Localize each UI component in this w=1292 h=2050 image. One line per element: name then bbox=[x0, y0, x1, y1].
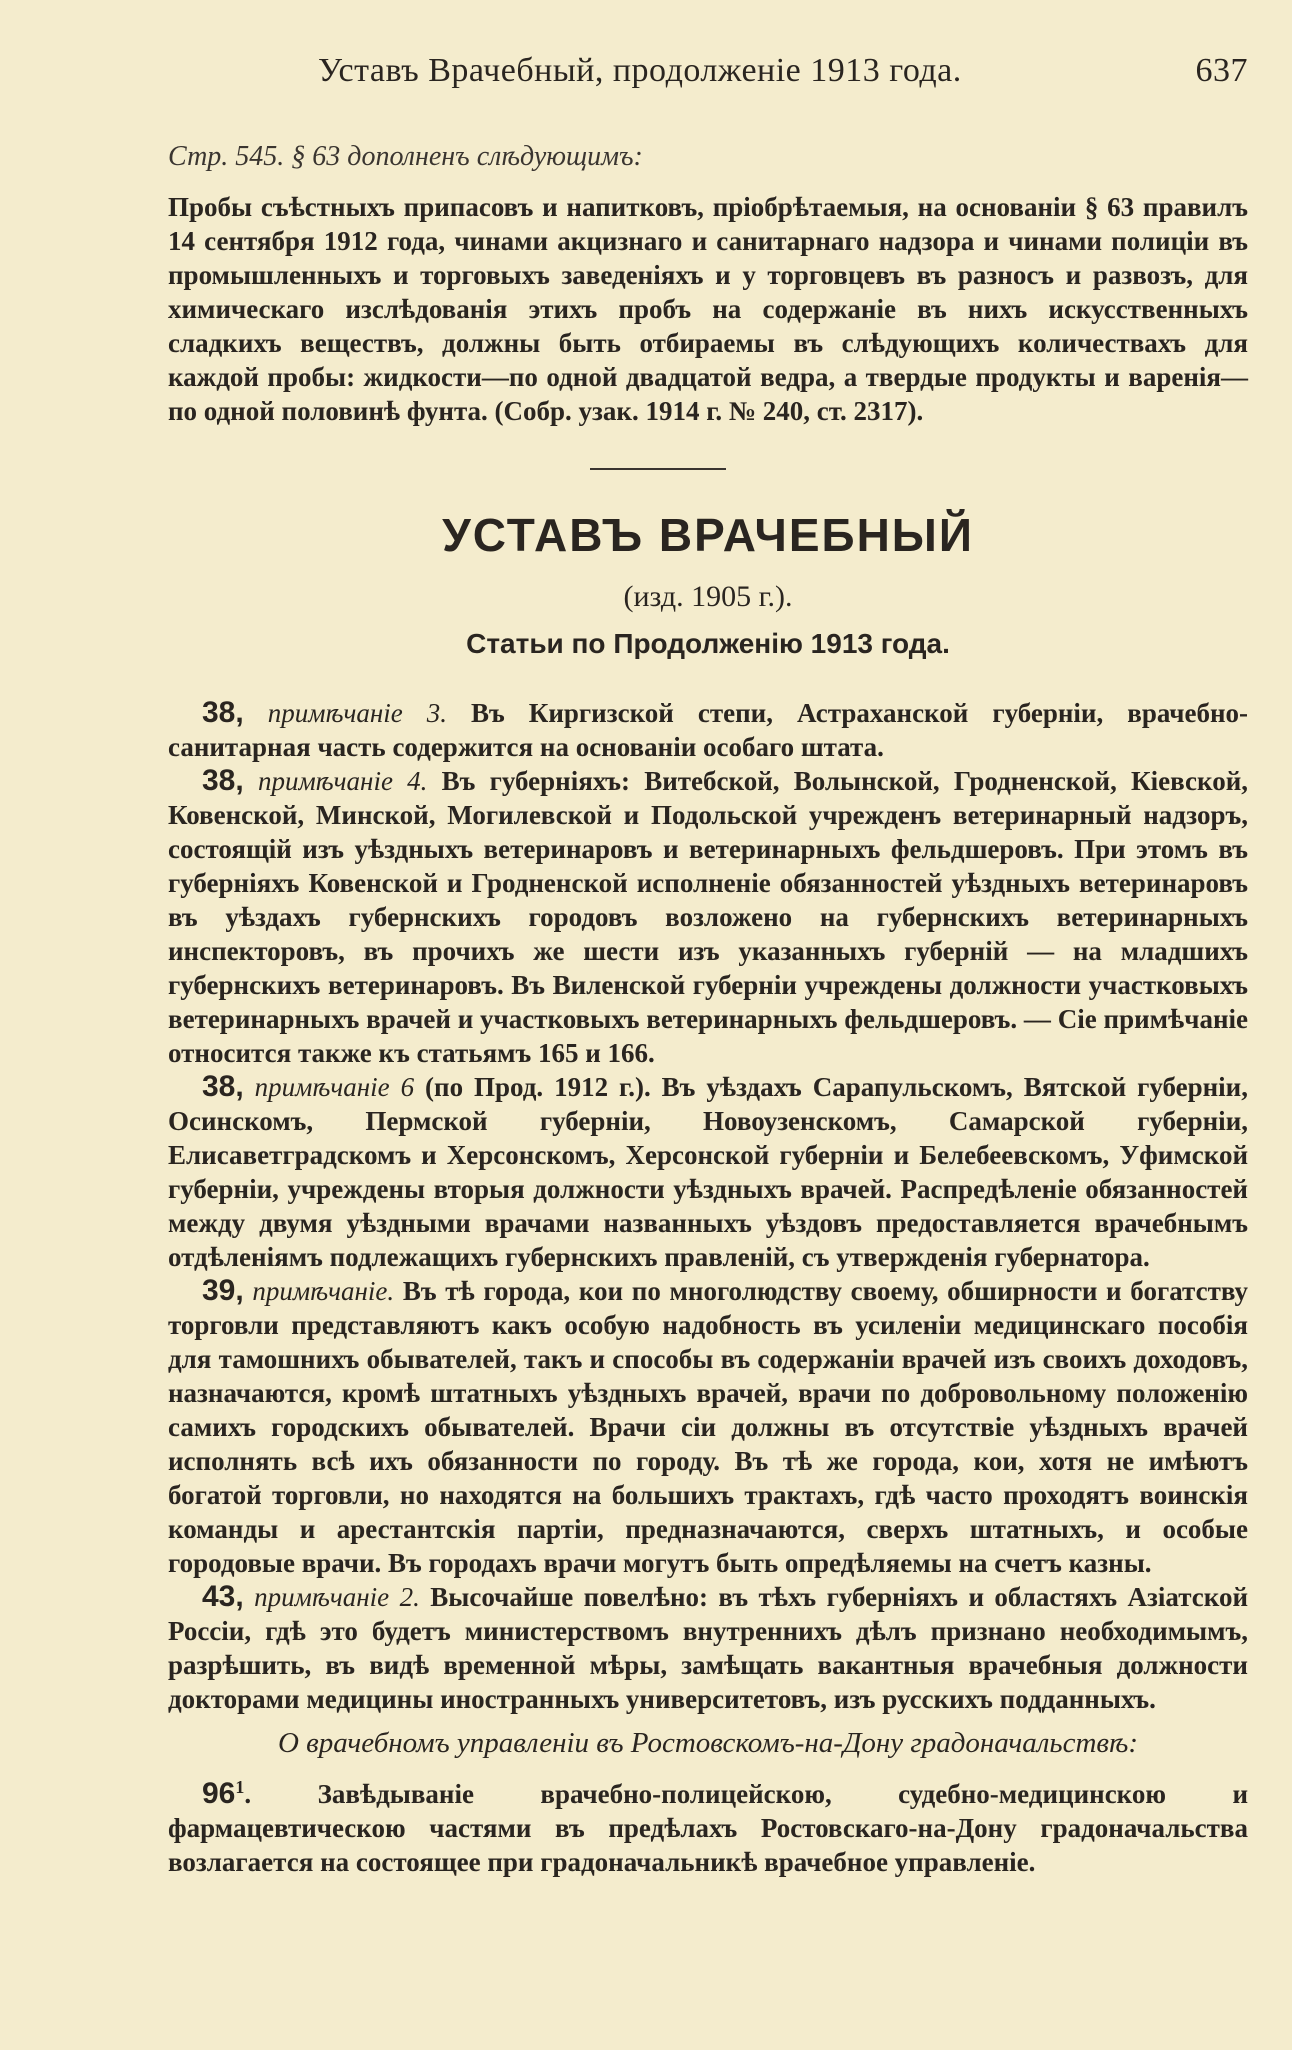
article-paragraph bbox=[168, 1070, 1248, 1274]
article-number: 39, bbox=[202, 1274, 244, 1307]
main-title: УСТАВЪ ВРАЧЕБНЫЙ bbox=[442, 509, 974, 561]
section-heading: О врачебномъ управленіи въ Ростовскомъ-на-Дону градоначальствѣ: bbox=[277, 1727, 1138, 1759]
article-note-label: примѣчаніе. bbox=[252, 1276, 395, 1306]
article-number-superscript: 1 bbox=[235, 1777, 245, 1797]
article-number: 38, bbox=[202, 1070, 244, 1103]
running-title: Уставъ Врачебный, продолженіе 1913 года. bbox=[318, 52, 962, 89]
article-note-label: примѣчаніе 2. bbox=[254, 1582, 420, 1612]
page-number: 637 bbox=[1195, 52, 1248, 89]
intro-block bbox=[168, 140, 1248, 428]
article-text: Завѣдываніе врачебно-полицейскою, судебно-медицинскою и фармацевтическою частями въ предѣлахъ Ростовскаго-на-Дону градоначальства возлагается на состоящее при градоначальникѣ врачебное управленіе. bbox=[168, 1779, 1248, 1877]
article-number: 38, bbox=[202, 696, 244, 729]
intro-heading: Стр. 545. § 63 дополненъ слѣдующимъ: bbox=[168, 141, 643, 172]
edition-note: (изд. 1905 г.). bbox=[623, 580, 793, 613]
article-note-label: примѣчаніе 4. bbox=[257, 766, 428, 796]
article-note-label: примѣчаніе 6 bbox=[254, 1072, 415, 1102]
subtitle: Статьи по Продолженію 1913 года. bbox=[466, 628, 950, 659]
article-note-label: примѣчаніе 3. bbox=[267, 698, 447, 728]
article-paragraph bbox=[168, 1274, 1248, 1580]
divider-rule bbox=[590, 468, 726, 470]
article-paragraph bbox=[168, 696, 1248, 764]
article-text: Въ губерніяхъ: Витебской, Волынской, Гродненской, Кіевской, Ковенской, Минской, Могилевской и Подольской учрежденъ ветеринарный надзоръ, состоящій изъ уѣздныхъ ветеринаровъ и ветеринарныхъ фельдшеровъ. При этомъ въ губерніяхъ Ковенской и Гродненской исполненіе обязанностей уѣздныхъ ветеринаровъ въ уѣздахъ губернскихъ городовъ возложено на губернскихъ ветеринарныхъ инспекторовъ, въ прочихъ же шести изъ указанныхъ губерній — на младшихъ губернскихъ ветеринаровъ. Въ Виленской губерніи учреждены должности участковыхъ ветеринарныхъ врачей и участковыхъ ветеринарныхъ фельдшеровъ. — Сіе примѣчаніе относится также къ статьямъ 165 и 166. bbox=[168, 766, 1249, 1068]
intro-paragraph: Пробы съѣстныхъ припасовъ и напитковъ, пріобрѣтаемыя, на основаніи § 63 правилъ 14 сентября 1912 года, чинами акцизнаго и санитарнаго надзора и чинами полиціи въ промышленныхъ и торговыхъ заведеніяхъ и у торговцевъ въ разносъ и развозъ, для химическаго изслѣдованія этихъ пробъ на содержаніе въ нихъ искусственныхъ сладкихъ веществъ, должны быть отбираемы въ слѣдующихъ количествахъ для каждой пробы: жидкости—по одной двадцатой ведра, а твердые продукты и варенія—по одной половинѣ фунта. (Собр. узак. 1914 г. № 240, ст. 2317). bbox=[168, 192, 1248, 426]
article-text: Въ Киргизской степи, Астраханской губерніи, врачебно-санитарная часть содержится на основаніи особаго штата. bbox=[168, 698, 1249, 762]
article-text: Въ тѣ города, кои по многолюдству своему, обширности и богатству торговли представляютъ какъ особую надобность въ усиленіи медицинскаго пособія для тамошнихъ обывателей, такъ и способы въ содержаніи врачей изъ своихъ доходовъ, назначаются, кромѣ штатныхъ уѣздныхъ врачей, врачи по добровольному положенію самихъ городскихъ обывателей. Врачи сіи должны въ отсутствіе уѣздныхъ врачей исполнять всѣ ихъ обязанности по городу. Въ тѣ же города, кои, хотя не имѣютъ богатой торговли, но находятся на большихъ трактахъ, гдѣ часто проходятъ воинскія команды и арестантскія партіи, предназначаются, сверхъ штатныхъ, и особые городовые врачи. Въ городахъ врачи могутъ быть опредѣляемы на счетъ казны. bbox=[168, 1276, 1249, 1578]
article-text: Высочайше повелѣно: въ тѣхъ губерніяхъ и областяхъ Азіатской Россіи, гдѣ это будетъ министерствомъ внутреннихъ дѣлъ признано необходимымъ, разрѣшить, въ видѣ временной мѣры, замѣщать вакантныя врачебныя должности докторами медицины иностранныхъ университетовъ, изъ русскихъ подданныхъ. bbox=[168, 1582, 1249, 1714]
article-number: 96 bbox=[202, 1777, 236, 1810]
article-text: (по Прод. 1912 г.). Въ уѣздахъ Сарапульскомъ, Вятской губерніи, Осинскомъ, Пермской губерніи, Новоузенскомъ, Самарской губерніи, Елисаветградскомъ и Херсонскомъ, Херсонской губерніи и Белебеевскомъ, Уфимской губерніи, учреждены вторыя должности уѣздныхъ врачей. Распредѣленіе обязанностей между двумя уѣздными врачами названныхъ уѣздовъ предоставляется врачебнымъ отдѣленіямъ подлежащихъ губернскихъ правленій, съ утвержденія губернатора. bbox=[168, 1072, 1248, 1272]
article-number: 38, bbox=[202, 764, 244, 797]
article-paragraph bbox=[168, 1580, 1248, 1716]
article-paragraph bbox=[168, 764, 1248, 1070]
article-number: 43, bbox=[202, 1580, 244, 1613]
articles-block bbox=[168, 696, 1248, 1879]
article-paragraph: $96^1$. Завѣдываніе врачебно-полицейскою, судебно-медицинскою и фармацевтическою частями въ предѣлахъ Ростовскаго-на-Дону градоначальства возлагается на состоящее при градоначальникѣ врачебное управленіе. bbox=[168, 1777, 1248, 1877]
